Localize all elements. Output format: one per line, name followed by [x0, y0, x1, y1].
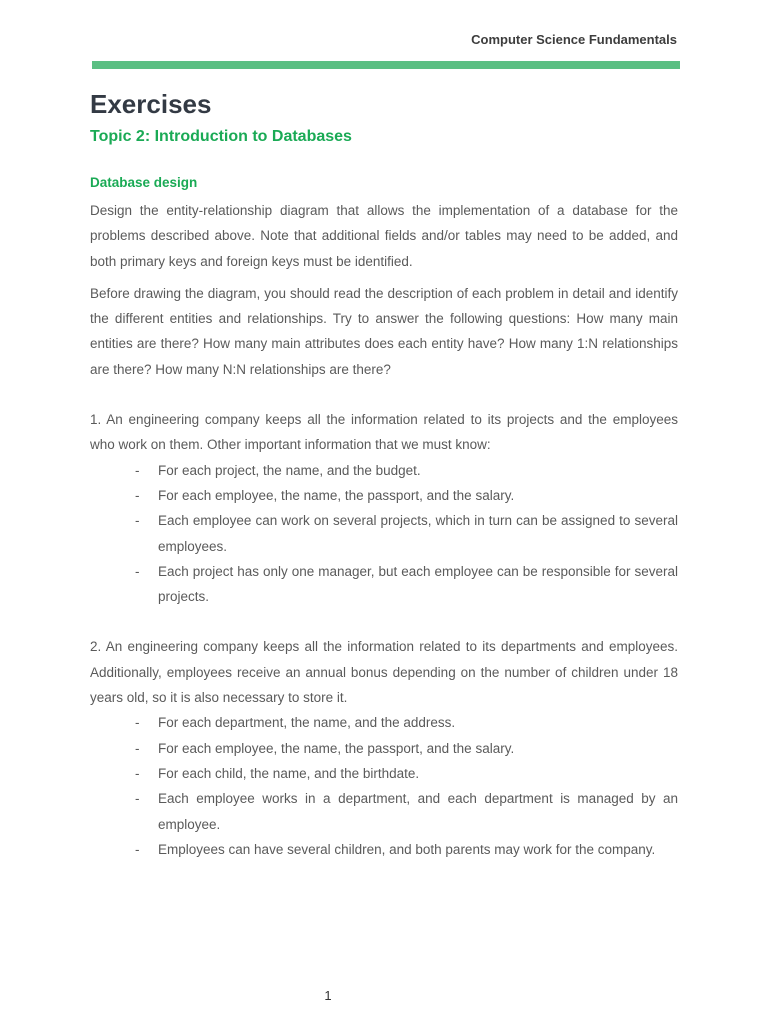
bullet-dash: - — [135, 513, 140, 529]
list-item — [90, 483, 678, 508]
list-item-text: Employees can have several children, and both parents may work for the company. — [158, 841, 656, 857]
list-item-text: For each department, the name, and the address. — [158, 715, 456, 731]
list-item — [90, 736, 678, 761]
list-item-text: Each employee can work on several projects, which in turn can be assigned to several employees. — [158, 513, 678, 554]
bullet-dash: - — [135, 740, 140, 756]
intro-paragraph: Design the entity-relationship diagram that allows the implementation of a database for the problems described above. Note that additional fields and/or tables may need to be added, and both primary keys and foreign keys must be identified. — [90, 203, 678, 269]
requirements-list — [90, 710, 678, 862]
bullet-dash: - — [135, 791, 140, 807]
document-header-title: Computer Science Fundamentals — [471, 32, 677, 47]
problem-statement: 1. An engineering company keeps all the information related to its projects and the employees who work on them. Other important information that we must know: — [90, 412, 678, 453]
bullet-dash: - — [135, 715, 140, 731]
bullet-dash: - — [135, 487, 140, 503]
bullet-dash: - — [135, 563, 140, 579]
list-item — [90, 786, 678, 837]
bullet-dash: - — [135, 765, 140, 781]
page-title: Exercises — [90, 89, 212, 119]
list-item-text: For each project, the name, and the budget. — [158, 462, 421, 478]
list-item-text: Each employee works in a department, and each department is managed by an employee. — [158, 791, 678, 832]
problem-block — [90, 634, 678, 862]
requirements-list — [90, 458, 678, 610]
list-item — [90, 710, 678, 735]
list-item — [90, 508, 678, 559]
header-divider-bar — [92, 61, 680, 69]
page-content — [90, 86, 678, 862]
list-item — [90, 559, 678, 610]
bullet-dash: - — [135, 462, 140, 478]
list-item-text: For each employee, the name, the passport, and the salary. — [158, 487, 515, 503]
list-item — [90, 458, 678, 483]
topic-heading: Topic 2: Introduction to Databases — [90, 128, 352, 145]
section-heading: Database design — [90, 175, 198, 190]
list-item-text: For each employee, the name, the passport, and the salary. — [158, 740, 515, 756]
list-item — [90, 761, 678, 786]
problem-statement: 2. An engineering company keeps all the information related to its departments and employees. Additionally, employees receive an annual bonus depending on the number of children under 18 years old, so it is also necessary to store it. — [90, 639, 678, 706]
list-item-text: Each project has only one manager, but each employee can be responsible for several projects. — [158, 563, 678, 605]
intro-paragraph: Before drawing the diagram, you should read the description of each problem in detail and identify the different entities and relationships. Try to answer the following questions: How many main entities are there? How many main attributes does each entity have? How many 1:N relationships are there? How many N:N relationships are there? — [90, 285, 678, 377]
page-number: 1 — [324, 988, 332, 1003]
problem-block — [90, 407, 678, 609]
bullet-dash: - — [135, 841, 140, 857]
list-item — [90, 837, 678, 862]
list-item-text: For each child, the name, and the birthdate. — [158, 765, 420, 781]
